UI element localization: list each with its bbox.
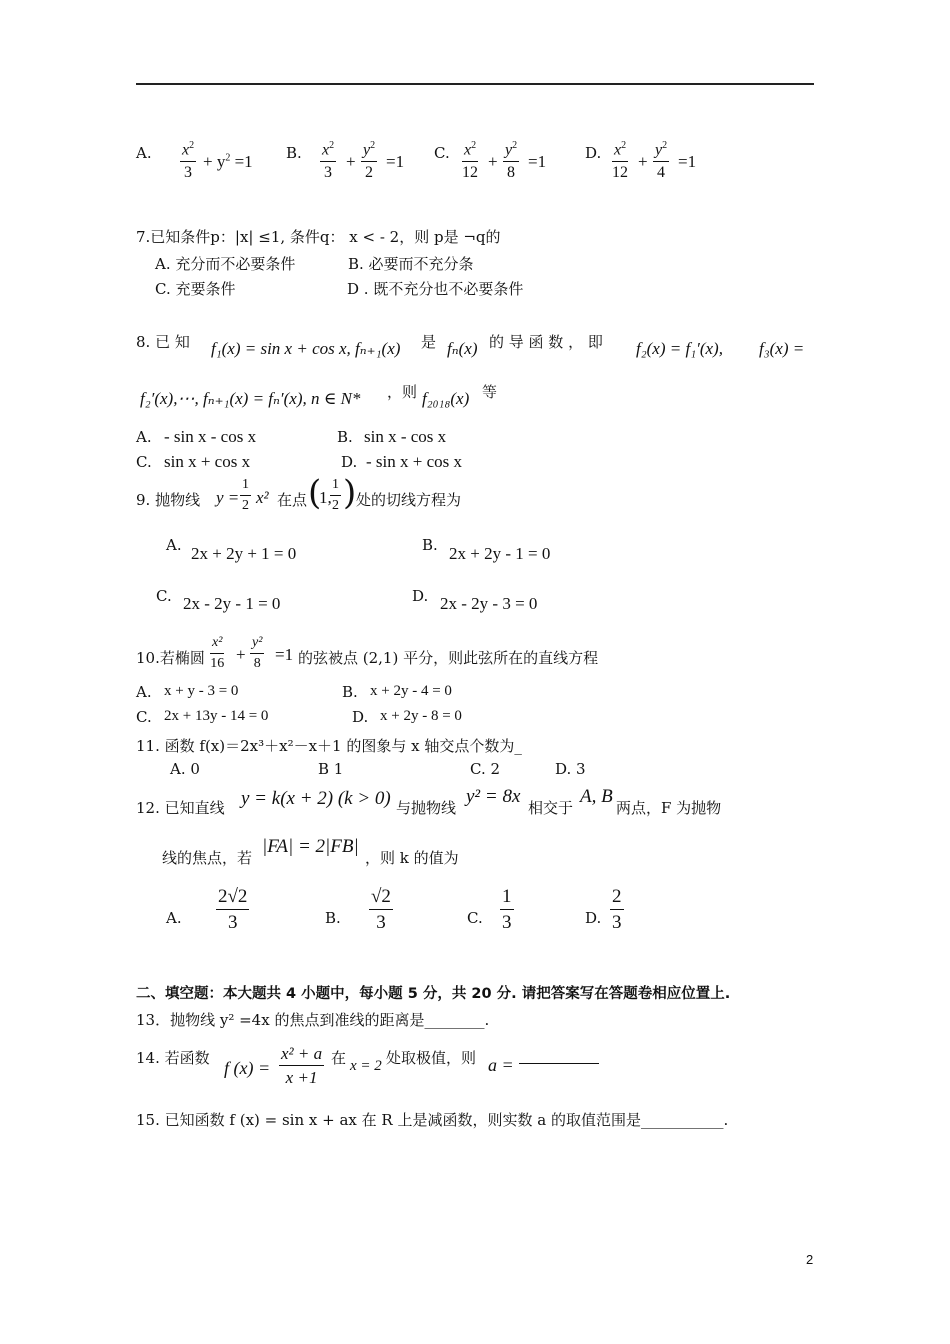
q12-stem-b: 与抛物线	[396, 799, 457, 817]
q9-option-c: 2x - 2y - 1 = 0	[183, 594, 281, 613]
q8-recurrence: f₂′(x),⋯, fₙ₊₁(x) = fₙ′(x), n ∈ N*	[140, 389, 361, 408]
q9-lparen: (	[308, 473, 322, 513]
q6-d-eq: =1	[678, 152, 697, 171]
q9-stem-b: 在点	[277, 491, 308, 509]
q12-option-a-label: A.	[166, 909, 182, 927]
q11-option-b: B 1	[318, 760, 344, 778]
q6-b-plus: +	[346, 152, 356, 171]
q6-a-rest: + $y^2 =1$	[203, 152, 253, 171]
q10-option-b-label: B.	[342, 683, 358, 701]
q12-option-d: $\frac{2}{3}$	[612, 886, 622, 933]
q9-option-c-label: C.	[156, 587, 172, 605]
q12-line2-a: 线的焦点，若	[162, 849, 253, 867]
q14-frac: $\frac{\text{x² + a}}{x +1}$	[281, 1044, 323, 1087]
q14-x-eq: x = 2	[350, 1058, 382, 1074]
q14-stem-a: 14. 若函数	[136, 1049, 210, 1067]
q9-point-y: $\frac{1}{2}$	[332, 477, 339, 513]
q9-stem-a: 9. 抛物线	[136, 491, 201, 509]
q12-stem-d: 两点，F 为抛物	[616, 799, 722, 817]
q10-stem-b: 的弦被点 (2,1) 平分，则此弦所在的直线方程	[298, 649, 599, 667]
q14-fx: f (x) =	[224, 1058, 271, 1078]
q12-parabola: y² = 8x	[466, 786, 521, 807]
q9-option-b-label: B.	[422, 536, 438, 554]
q8-option-c-label: C.	[136, 453, 152, 471]
q9-option-d: 2x - 2y - 3 = 0	[440, 594, 538, 613]
q10-frac1: $\frac{\text{x²}}{16}$	[210, 635, 225, 671]
q12-option-a: $\frac{2√2}{3}$	[218, 886, 248, 933]
q6-d-frac2: $\frac{y^2}{4}$	[655, 140, 668, 182]
q8-option-d-label: D.	[341, 453, 358, 471]
q6-c-plus: +	[488, 152, 498, 171]
q6-c-frac2: $\frac{y^2}{8}$	[505, 140, 518, 182]
q12-option-c: $\frac{1}{3}$	[502, 886, 512, 933]
q10-option-d: x + 2y - 8 = 0	[380, 708, 462, 724]
q14-answer-blank	[519, 1063, 599, 1064]
q9-x2: x²	[256, 488, 269, 507]
q6-b-frac1: $\frac{x^2}{3}$	[322, 140, 335, 182]
q9-half: $\frac{1}{2}$	[242, 477, 249, 513]
q8-f2: f₂(x) = f₁′(x),	[636, 339, 723, 358]
q12-option-c-label: C.	[467, 909, 483, 927]
q6-a-frac: $\frac{x^2}{3}$	[182, 140, 195, 182]
q12-stem-a: 12. 已知直线	[136, 799, 225, 817]
q12-condition: |FA| = 2|FB|	[262, 836, 359, 857]
q10-stem-a: 10.若椭圆	[136, 649, 205, 667]
q13-stem: 13．抛物线 y² =4x 的焦点到准线的距离是________.	[136, 1011, 490, 1029]
q7-option-d: D . 既不充分也不必要条件	[347, 280, 524, 298]
q6-option-a-label: A.	[136, 144, 152, 162]
q6-option-c-label: C.	[434, 144, 450, 162]
q9-stem-c: 处的切线方程为	[356, 491, 462, 509]
q10-option-a-label: A.	[136, 683, 152, 701]
q11-stem: 11. 函数 f(x)＝2x³＋x²－x＋1 的图象与 x 轴交点个数为_	[136, 737, 522, 755]
q12-option-b-label: B.	[325, 909, 341, 927]
page-number: 2	[806, 1252, 814, 1267]
q9-point-x: 1,	[319, 488, 332, 507]
q6-option-d-label: D.	[585, 144, 602, 162]
q9-option-a-label: A.	[166, 536, 182, 554]
q7-option-a: A. 充分而不必要条件	[155, 255, 296, 273]
q15-stem: 15. 已知函数 f (x) = sin x + ax 在 R 上是减函数，则实数 a 的取值范围是___________.	[136, 1111, 729, 1129]
q10-option-a: x + y - 3 = 0	[164, 683, 239, 699]
q10-option-d-label: D.	[352, 708, 369, 726]
q12-line2-b: ，则 k 的值为	[365, 849, 459, 867]
q8-f2018: f₂₀₁₈(x)	[422, 389, 470, 408]
q10-option-c: 2x + 13y - 14 = 0	[164, 708, 269, 724]
q11-option-c: C. 2	[470, 760, 501, 778]
q9-rparen: )	[343, 473, 357, 513]
q8-deng: 等	[482, 383, 498, 401]
q10-plus: +	[236, 645, 246, 664]
q8-f3: f₃(x) =	[759, 339, 805, 358]
q8-option-b: sin x - cos x	[364, 427, 447, 446]
q12-option-b: $\frac{√2}{3}$	[371, 886, 391, 933]
q6-b-eq: =1	[386, 152, 405, 171]
q6-c-eq: =1	[528, 152, 547, 171]
q14-a-eq: a =	[488, 1055, 514, 1075]
q6-c-frac1: $\frac{x^2}{12}$	[462, 140, 479, 182]
q8-ze: ，则	[387, 383, 418, 401]
q9-option-a: 2x + 2y + 1 = 0	[191, 544, 297, 563]
q7-stem: 7.已知条件p：|x| ≤1, 条件q： x < - 2，则 p是 ¬q的	[136, 228, 501, 246]
q8-fn: fₙ(x)	[447, 339, 478, 358]
q7-option-c: C. 充要条件	[155, 280, 236, 298]
q14-stem-b: 在	[331, 1049, 347, 1067]
q12-stem-c: 相交于	[528, 799, 574, 817]
q12-ab: A, B	[580, 786, 613, 807]
q8-option-d: - sin x + cos x	[366, 452, 462, 471]
q14-stem-c: 处取极值，则	[386, 1049, 477, 1067]
q8-option-a-label: A.	[136, 428, 152, 446]
q8-option-b-label: B.	[337, 428, 353, 446]
q10-option-b: x + 2y - 4 = 0	[370, 683, 452, 699]
q10-eq: =1	[275, 645, 294, 664]
q9-option-d-label: D.	[412, 587, 429, 605]
q8-derivative-text: 的 导 函 数 ， 即	[489, 333, 603, 351]
q9-option-b: 2x + 2y - 1 = 0	[449, 544, 551, 563]
q8-f1-def: f₁(x) = sin x + cos x, fₙ₊₁(x)	[211, 339, 401, 358]
q6-option-b-label: B.	[286, 144, 302, 162]
header-rule	[136, 83, 814, 85]
q12-line-eq: y = k(x + 2) (k > 0)	[241, 788, 391, 809]
q9-y-eq: y =	[216, 488, 240, 507]
q12-option-d-label: D.	[585, 909, 602, 927]
q11-option-d: D. 3	[555, 760, 586, 778]
q10-option-c-label: C.	[136, 708, 152, 726]
q8-option-c: sin x + cos x	[164, 452, 251, 471]
q8-shi: 是	[421, 333, 437, 351]
section-2-heading: 二、填空题：本大题共 4 小题中，每小题 5 分，共 20 分. 请把答案写在答题卷相应位置上.	[136, 986, 731, 1002]
q6-d-plus: +	[638, 152, 648, 171]
q7-option-b: B. 必要而不充分条	[348, 255, 474, 273]
q8-label: 8. 已 知	[136, 333, 190, 351]
q6-b-frac2: $\frac{y^2}{2}$	[363, 140, 376, 182]
q11-option-a: A. 0	[170, 760, 200, 778]
q10-frac2: $\frac{\text{y²}}{8}$	[252, 635, 263, 671]
q6-d-frac1: $\frac{x^2}{12}$	[612, 140, 629, 182]
q8-option-a: - sin x - cos x	[164, 427, 257, 446]
